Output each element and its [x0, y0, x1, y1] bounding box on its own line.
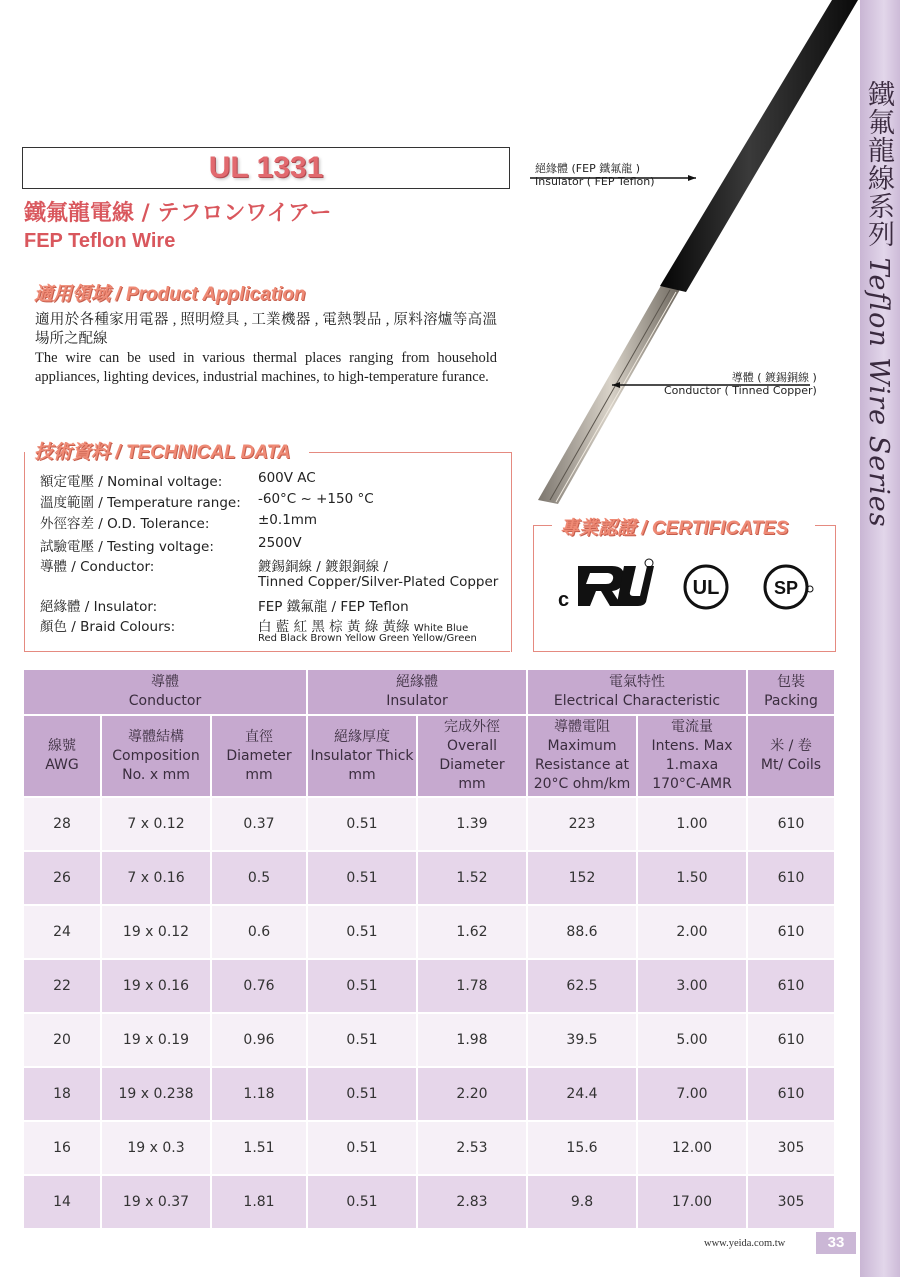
series-title [862, 80, 898, 528]
table-cell: 305 [748, 1176, 834, 1228]
tech-value-colours-en: White Blue [413, 623, 469, 634]
table-row [24, 1176, 834, 1228]
table-cell: 24 [24, 906, 100, 958]
technical-heading: 技術資料 / TECHNICAL DATA [34, 442, 291, 463]
table-cell: 7.00 [638, 1068, 746, 1120]
table-cell: 0.51 [308, 852, 416, 904]
table-cell: 18 [24, 1068, 100, 1120]
table-cell: 20 [24, 1014, 100, 1066]
group-insulator: 絕緣體 Insulator [308, 670, 526, 714]
table-cell: 0.51 [308, 1068, 416, 1120]
table-cell: 223 [528, 798, 636, 850]
tech-value-temperature: -60°C ~ +150 °C [258, 491, 374, 507]
col-composition: 導體結構 Composition No. x mm [102, 716, 210, 796]
table-cell: 19 x 0.16 [102, 960, 210, 1012]
table-row [24, 852, 834, 904]
table-cell: 1.52 [418, 852, 526, 904]
table-cell: 22 [24, 960, 100, 1012]
table-cell: 2.53 [418, 1122, 526, 1174]
table-cell: 2.20 [418, 1068, 526, 1120]
table-row [24, 1068, 834, 1120]
table-cell: 0.5 [212, 852, 306, 904]
tech-label-testing: 試驗電壓 / Testing voltage: [40, 539, 214, 555]
insulator-label-zh: 絕緣體 (FEP 鐵氟龍 ) [535, 162, 640, 175]
series-title-zh: 鐵氟龍線系列 [863, 80, 894, 248]
certificates-heading: 專業認證 / CERTIFICATES [560, 518, 789, 539]
csa-mark-icon [762, 563, 816, 611]
table-cell: 610 [748, 1068, 834, 1120]
svg-text:SP: SP [773, 578, 799, 598]
table-cell: 152 [528, 852, 636, 904]
product-title-zh: 鐵氟龍電線 / テフロンワイアー [24, 201, 332, 226]
col-awg: 線號 AWG [24, 716, 100, 796]
tech-label-temperature: 溫度範圍 / Temperature range: [40, 495, 241, 511]
ul-mark-icon [682, 563, 730, 611]
table-row [24, 1014, 834, 1066]
tech-value-conductor-2: Tinned Copper/Silver-Plated Copper [258, 574, 499, 590]
table-cell: 0.51 [308, 960, 416, 1012]
table-row [24, 906, 834, 958]
table-cell: 39.5 [528, 1014, 636, 1066]
table-cell: 7 x 0.12 [102, 798, 210, 850]
table-cell: 1.81 [212, 1176, 306, 1228]
conductor-label-en: Conductor ( Tinned Copper) [664, 384, 817, 397]
tech-value-colours [258, 615, 468, 635]
tech-value-tolerance: ±0.1mm [258, 512, 318, 528]
table-cell: 305 [748, 1122, 834, 1174]
table-cell: 24.4 [528, 1068, 636, 1120]
conductor-label-zh: 導體 ( 鍍錫銅線 ) [731, 371, 817, 384]
table-cell: 16 [24, 1122, 100, 1174]
table-cell: 0.51 [308, 1014, 416, 1066]
insulator-label-en: Insulator ( FEP Teflon) [535, 175, 655, 188]
table-cell: 9.8 [528, 1176, 636, 1228]
tech-label-insulator: 絕緣體 / Insulator: [40, 599, 158, 615]
table-cell: 1.50 [638, 852, 746, 904]
tech-label-conductor: 導體 / Conductor: [40, 559, 155, 575]
table-cell: 610 [748, 906, 834, 958]
table-cell: 0.96 [212, 1014, 306, 1066]
tech-label-tolerance: 外徑容差 / O.D. Tolerance: [40, 516, 210, 532]
table-cell: 0.76 [212, 960, 306, 1012]
group-electrical: 電氣特性 Electrical Characteristic [528, 670, 746, 714]
tech-value-insulator: FEP 鐵氟龍 / FEP Teflon [258, 599, 409, 615]
table-cell: 1.62 [418, 906, 526, 958]
tech-label-voltage: 額定電壓 / Nominal voltage: [40, 474, 223, 490]
application-text [35, 311, 497, 387]
table-row [24, 798, 834, 850]
wire-illustration [520, 0, 860, 510]
model-title-box [22, 147, 510, 189]
tech-label-colours: 顏色 / Braid Colours: [40, 619, 176, 635]
table-cell: 28 [24, 798, 100, 850]
table-cell: 12.00 [638, 1122, 746, 1174]
table-cell: 19 x 0.12 [102, 906, 210, 958]
col-packing: 米 / 卷 Mt/ Coils [748, 716, 834, 796]
table-cell: 0.6 [212, 906, 306, 958]
table-cell: 0.51 [308, 906, 416, 958]
table-row [24, 1122, 834, 1174]
table-cell: 0.37 [212, 798, 306, 850]
table-cell: 610 [748, 1014, 834, 1066]
table-cell: 0.51 [308, 1122, 416, 1174]
group-packing: 包裝 Packing [748, 670, 834, 714]
application-text-zh: 適用於各種家用電器 , 照明燈具 , 工業機器 , 電熱製品 , 原料溶爐等高溫場所之配線 [35, 312, 497, 347]
table-cell: 14 [24, 1176, 100, 1228]
table-cell: 19 x 0.238 [102, 1068, 210, 1120]
tech-value-voltage: 600V AC [258, 470, 316, 486]
spec-table [22, 668, 836, 1230]
conductor-strands [538, 282, 682, 504]
table-cell: 5.00 [638, 1014, 746, 1066]
application-heading: 適用領域 / Product Application [34, 284, 306, 305]
table-cell: 2.83 [418, 1176, 526, 1228]
table-row [24, 960, 834, 1012]
table-cell: 1.78 [418, 960, 526, 1012]
table-cell: 610 [748, 852, 834, 904]
model-number: UL 1331 [208, 151, 324, 184]
table-cell: 1.39 [418, 798, 526, 850]
table-cell: 3.00 [638, 960, 746, 1012]
page-number: 33 [816, 1232, 856, 1254]
conductor-label [664, 371, 817, 397]
col-diameter: 直徑 Diameter mm [212, 716, 306, 796]
group-conductor: 導體 Conductor [24, 670, 306, 714]
product-title-en: FEP Teflon Wire [24, 230, 176, 252]
table-cell: 610 [748, 960, 834, 1012]
series-title-en: Teflon Wire Series [863, 257, 894, 528]
insulator-label [535, 162, 655, 188]
table-cell: 0.51 [308, 1176, 416, 1228]
spec-table-body [24, 798, 834, 1228]
tech-value-colours-2: Red Black Brown Yellow Green Yellow/Green [258, 633, 477, 644]
table-cell: 88.6 [528, 906, 636, 958]
application-text-en: The wire can be used in various thermal places ranging from household appliances, lighting devices, industrial machines, to high-temperature furance. [35, 350, 497, 385]
table-cell: 19 x 0.37 [102, 1176, 210, 1228]
table-cell: 0.51 [308, 798, 416, 850]
table-cell: 26 [24, 852, 100, 904]
svg-text:UL: UL [692, 577, 720, 599]
table-cell: 19 x 0.19 [102, 1014, 210, 1066]
cru-mark-icon [556, 558, 656, 614]
table-cell: 7 x 0.16 [102, 852, 210, 904]
table-cell: 19 x 0.3 [102, 1122, 210, 1174]
tech-value-colours-zh: 白 藍 紅 黑 棕 黃 綠 黃綠 [258, 619, 410, 635]
footer-url: www.yeida.com.tw [704, 1238, 786, 1249]
tech-value-testing: 2500V [258, 535, 302, 551]
table-cell: 15.6 [528, 1122, 636, 1174]
table-cell: 17.00 [638, 1176, 746, 1228]
tech-value-conductor: 鍍錫銅線 / 鍍銀銅線 / [258, 559, 388, 575]
col-resistance: 導體電阻 Maximum Resistance at 20°C ohm/km [528, 716, 636, 796]
table-cell: 1.98 [418, 1014, 526, 1066]
table-cell: 610 [748, 798, 834, 850]
table-cell: 1.18 [212, 1068, 306, 1120]
table-cell: 1.00 [638, 798, 746, 850]
col-overall-diameter: 完成外徑 Overall Diameter mm [418, 716, 526, 796]
table-cell: 62.5 [528, 960, 636, 1012]
insulator-jacket [660, 0, 858, 292]
col-current: 電流量 Intens. Max 1.maxa 170°C-AMR [638, 716, 746, 796]
svg-text:c: c [558, 589, 570, 611]
table-cell: 1.51 [212, 1122, 306, 1174]
table-cell: 2.00 [638, 906, 746, 958]
col-insulator-thick: 絕緣厚度 Insulator Thick mm [308, 716, 416, 796]
